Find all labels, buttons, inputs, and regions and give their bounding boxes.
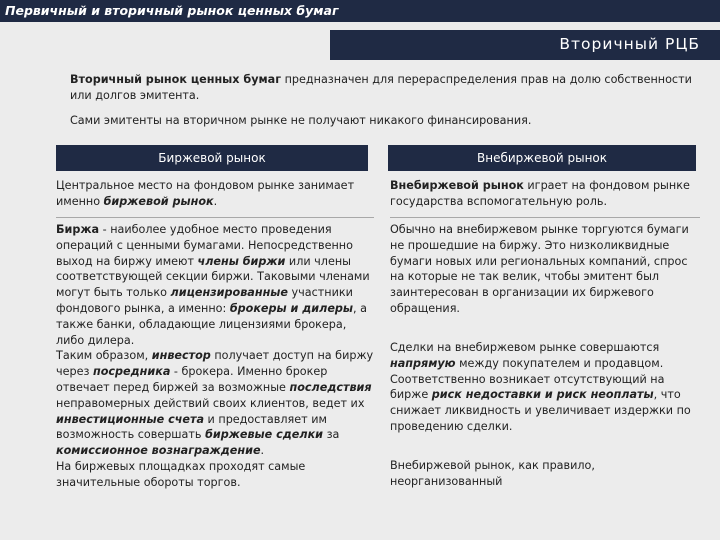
otc-paragraph-4: Внебиржевой рынок, как правило, неорганизованный bbox=[390, 459, 595, 488]
section-title: Вторичный РЦБ bbox=[559, 35, 700, 53]
exchange-paragraph-2: Биржа - наиболее удобное место проведения операций с ценными бумагами. Непосредственно выход на биржу имеют члены биржи или члены соответствующей секции биржи. Таковыми членами могут быть только лицензированные участники фондового рынка, а именно: брокеры и дилеры, а также банки, обладающие лицензиями брокера, либо дилера. Таким образом, инвестор получает доступ на биржу через посредника - брокера. Именно брокер отвечает перед биржей за возможные последствия неправомерных действий своих клиентов, ведет их инвестиционные счета и предоставляет им возможность совершать биржевые сделки за комиссионное вознаграждение. На биржевых площадках проходят самые значительные обороты торгов. bbox=[56, 223, 374, 489]
section-banner bbox=[330, 30, 720, 60]
page-title: Первичный и вторичный рынок ценных бумаг bbox=[5, 3, 339, 18]
title-bar bbox=[0, 0, 720, 22]
intro-paragraph-2: Сами эмитенты на вторичном рынке не получают никакого финансирования. bbox=[70, 114, 532, 127]
otc-paragraph-1: Внебиржевой рынок играет на фондовом рынке государства вспомогательную роль. bbox=[390, 179, 690, 208]
otc-market-header: Внебиржевой рынок bbox=[388, 145, 696, 171]
otc-paragraph-3: Сделки на внебиржевом рынке совершаются напрямую между покупателем и продавцом. Соответственно возникает отсутствующий на бирже риск недоставки и риск неоплаты, что снижает ликвидность и увеличивает издержки по проведению сделки. bbox=[390, 341, 691, 433]
intro-text: предназначен для перераспределения прав на долю собственности или долгов эмитента. bbox=[70, 73, 692, 102]
left-divider bbox=[56, 217, 374, 218]
intro-paragraph-1 bbox=[70, 72, 710, 104]
exchange-paragraph-1: Центральное место на фондовом рынке занимает именно биржевой рынок. bbox=[56, 179, 355, 208]
intro-term: Вторичный рынок ценных бумаг bbox=[70, 73, 282, 86]
otc-paragraph-2: Обычно на внебиржевом рынке торгуются бумаги не прошедшие на биржу. Это низколиквидные бумаги новых или региональных компаний, спрос на которые не так велик, чтобы эмитент был заинтересован в организации их биржевого обращения. bbox=[390, 223, 689, 315]
right-divider bbox=[390, 217, 700, 218]
exchange-market-header: Биржевой рынок bbox=[56, 145, 368, 171]
